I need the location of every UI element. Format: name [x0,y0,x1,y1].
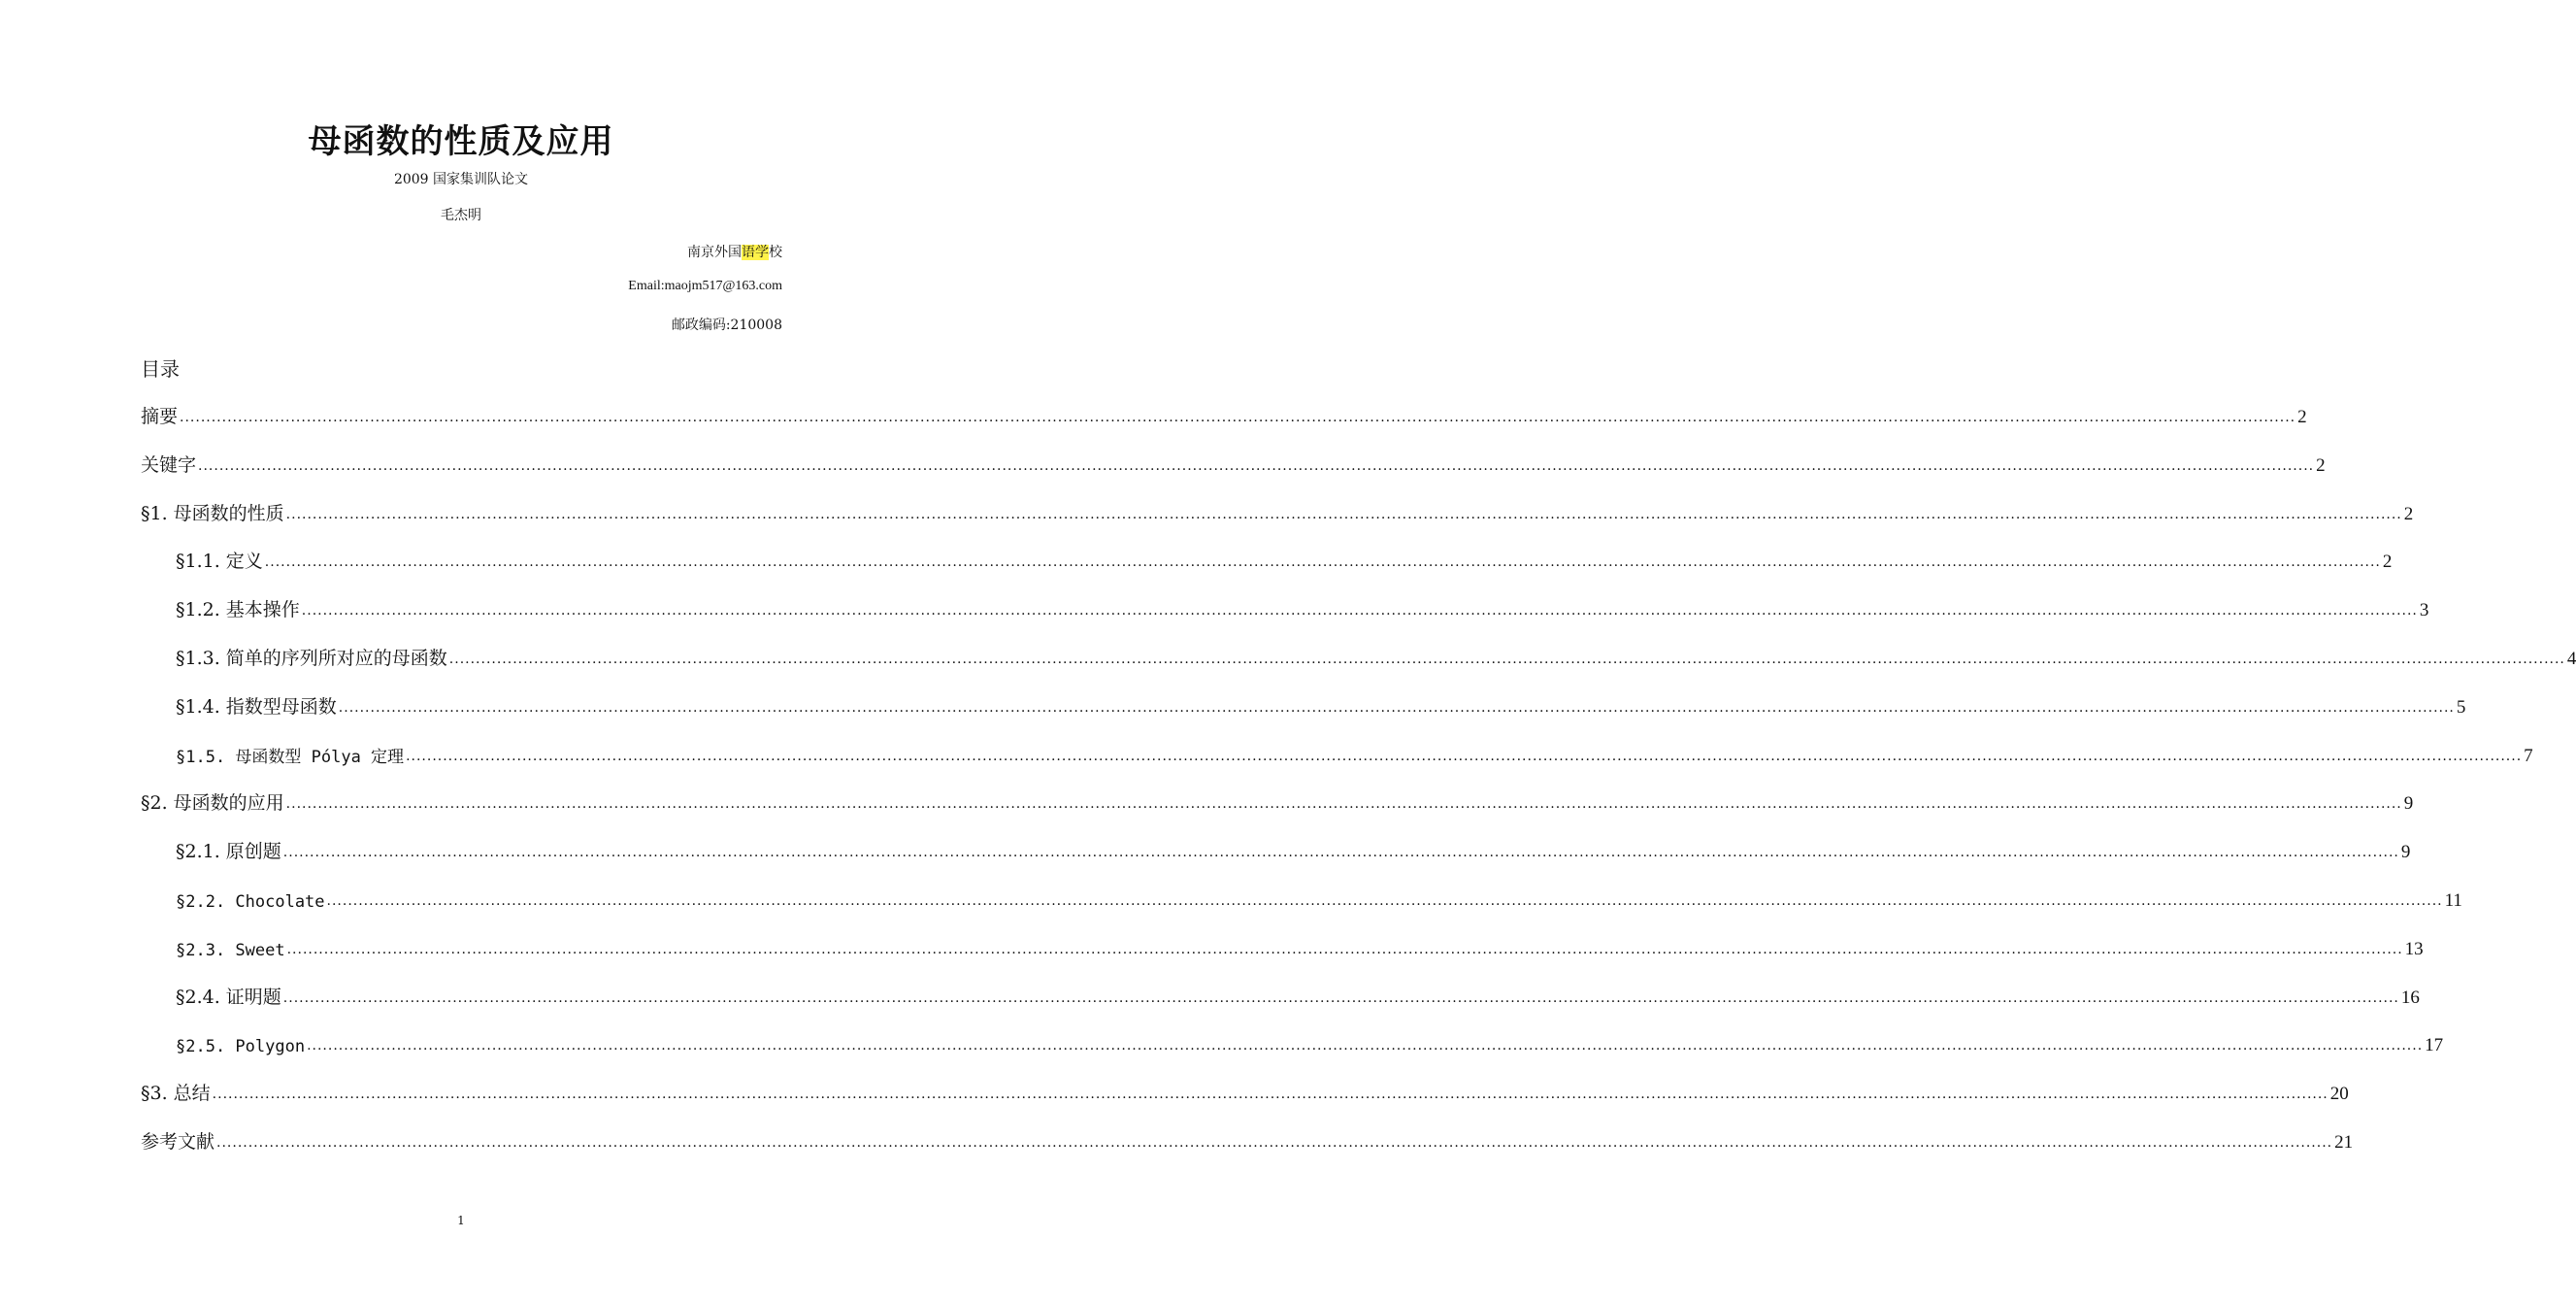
toc-dot-leader: ................................................................................................................................................................................................................................................................................................................................................................................................................ [301,603,2418,619]
toc-entry-label: §1.2. 基本操作 [176,599,300,620]
toc-entry-page: 16 [2400,987,2420,1008]
school-name-highlight: 语学 [742,245,769,260]
toc-entry-label: §1.1. 定义 [176,551,263,572]
toc-entry-page: 11 [2444,890,2462,911]
toc-entry-label: §1.5. 母函数型 Pólya 定理 [176,748,405,767]
author-email: Email:maojm517@163.com [628,279,782,293]
school-name-prefix: 南京外国 [687,245,742,260]
toc-dot-leader: ................................................................................................................................................................................................................................................................................................................................................................................................................ [216,1135,2333,1151]
toc-entry-page: 4 [2566,649,2576,669]
toc-entry-page: 2 [2382,552,2393,572]
toc-dot-leader: ................................................................................................................................................................................................................................................................................................................................................................................................................ [338,700,2455,716]
toc-entry-page: 2 [2297,407,2307,427]
toc-entry-label: §2.4. 证明题 [176,987,281,1008]
toc-dot-leader: ................................................................................................................................................................................................................................................................................................................................................................................................................ [448,652,2565,667]
toc-entry-page: 9 [2400,842,2411,862]
toc-entry[interactable] [141,448,2326,477]
toc-entry-label: §2.2. Chocolate [176,892,325,912]
toc-dot-leader: ................................................................................................................................................................................................................................................................................................................................................................................................................ [406,749,2523,764]
toc-dot-leader: ................................................................................................................................................................................................................................................................................................................................................................................................................ [286,942,2403,957]
toc-heading: 目录 [141,357,180,381]
toc-entry-label: §3. 总结 [141,1083,211,1104]
toc-dot-leader: ................................................................................................................................................................................................................................................................................................................................................................................................................ [198,458,2315,474]
toc-entry[interactable] [176,883,2462,912]
toc-entry[interactable] [176,1027,2444,1056]
toc-entry-label: §2. 母函数的应用 [141,792,284,814]
toc-entry[interactable] [141,1124,2354,1154]
toc-entry-label: §2.5. Polygon [176,1037,306,1056]
toc-entry-page: 7 [2524,746,2533,766]
toc-entry-page: 17 [2425,1035,2444,1055]
toc-entry-label: 参考文献 [141,1131,215,1153]
document-subtitle: 2009 国家集训队论文 [393,172,529,187]
toc-entry[interactable] [176,592,2429,621]
toc-dot-leader: ................................................................................................................................................................................................................................................................................................................................................................................................................ [282,845,2399,860]
toc-entry-label: 摘要 [141,406,179,427]
school-name-suffix: 校 [769,245,782,260]
toc-entry-page: 2 [2316,455,2326,476]
toc-entry-page: 9 [2403,793,2414,814]
toc-dot-leader: ................................................................................................................................................................................................................................................................................................................................................................................................................ [264,554,2381,570]
toc-entry-label: §2.3. Sweet [176,941,285,960]
author-name: 毛杰明 [441,208,481,223]
author-postcode: 邮政编码:210008 [671,318,782,333]
toc-entry[interactable] [176,738,2533,767]
toc-entry[interactable] [141,496,2414,525]
toc-entry-label: §1. 母函数的性质 [141,503,284,524]
toc-dot-leader: ................................................................................................................................................................................................................................................................................................................................................................................................................ [212,1087,2328,1102]
toc-entry[interactable] [141,399,2307,428]
toc-entry-label: 关键字 [141,454,197,476]
toc-entry[interactable] [141,1076,2349,1105]
toc-entry[interactable] [176,689,2466,719]
toc-entry-label: §2.1. 原创题 [176,841,281,862]
toc-entry-page: 3 [2419,600,2429,620]
toc-entry[interactable] [176,544,2393,573]
toc-dot-leader: ................................................................................................................................................................................................................................................................................................................................................................................................................ [307,1038,2424,1054]
toc-entry-page: 13 [2404,939,2424,959]
page-number: 1 [457,1214,465,1227]
toc-entry-label: §1.4. 指数型母函数 [176,696,337,718]
toc-entry-page: 21 [2334,1132,2354,1153]
toc-dot-leader: ................................................................................................................................................................................................................................................................................................................................................................................................................ [326,893,2443,909]
toc-entry[interactable] [176,641,2576,670]
author-school [687,242,782,261]
toc-entry[interactable] [176,931,2424,960]
toc-entry[interactable] [141,786,2414,815]
toc-entry-label: §1.3. 简单的序列所对应的母函数 [176,648,447,669]
toc-entry-page: 5 [2456,697,2466,718]
toc-dot-leader: ................................................................................................................................................................................................................................................................................................................................................................................................................ [285,507,2402,522]
toc-dot-leader: ................................................................................................................................................................................................................................................................................................................................................................................................................ [285,796,2402,812]
toc-entry-page: 20 [2329,1084,2349,1104]
toc-dot-leader: ................................................................................................................................................................................................................................................................................................................................................................................................................ [180,410,2296,425]
document-title: 母函数的性质及应用 [308,122,614,161]
toc-entry[interactable] [176,980,2420,1009]
toc-entry[interactable] [176,834,2411,863]
toc-dot-leader: ................................................................................................................................................................................................................................................................................................................................................................................................................ [282,990,2399,1006]
toc-entry-page: 2 [2403,504,2414,524]
